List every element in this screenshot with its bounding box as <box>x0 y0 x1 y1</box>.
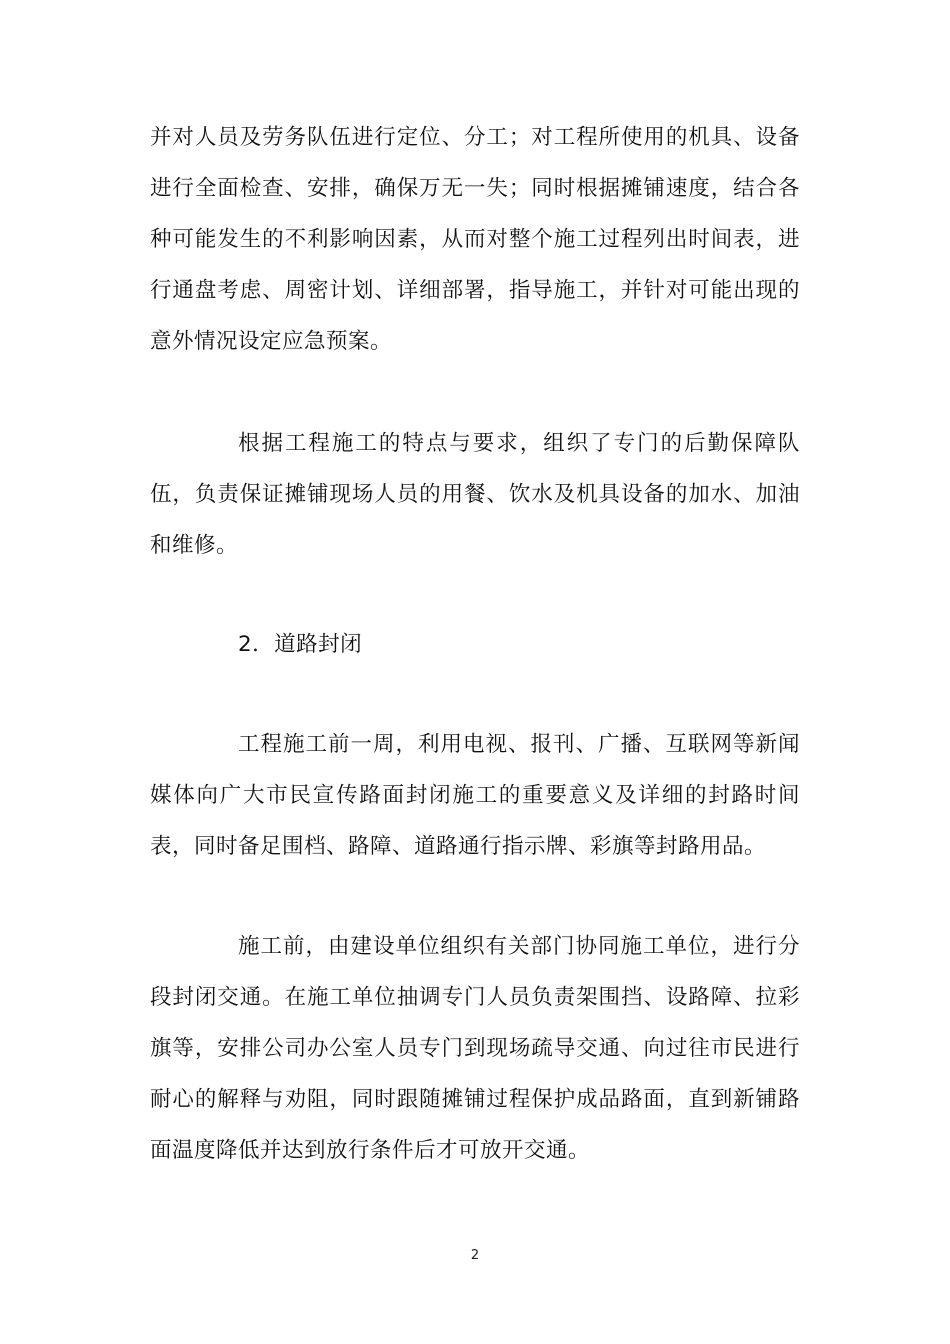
paragraph-publicity: 工程施工前一周，利用电视、报刊、广播、互联网等新闻媒体向广大市民宣传路面封闭施工的重要意义及详细的封路时间表，同时备足围档、路障、道路通行指示牌、彩旗等封路用品。 <box>150 732 800 859</box>
paragraph-logistics: 根据工程施工的特点与要求，组织了专门的后勤保障队伍，负责保证摊铺现场人员的用餐、饮水及机具设备的加水、加油和维修。 <box>150 431 800 558</box>
page-number: 2 <box>470 1248 480 1263</box>
paragraph-continuation: 并对人员及劳务队伍进行定位、分工；对工程所使用的机具、设备进行全面检查、安排，确保万无一失；同时根据摊铺速度，结合各种可能发生的不利影响因素，从而对整个施工过程列出时间表，进行通盘考虑、周密计划、详细部署，指导施工，并针对可能出现的意外情况设定应急预案。 <box>150 125 800 354</box>
paragraph-traffic-closure: 施工前，由建设单位组织有关部门协同施工单位，进行分段封闭交通。在施工单位抽调专门人员负责架围挡、设路障、拉彩旗等，安排公司办公室人员专门到现场疏导交通、向过往市民进行耐心的解释与劝阻，同时跟随摊铺过程保护成品路面，直到新铺路面温度降低并达到放行条件后才可放开交通。 <box>150 934 800 1163</box>
section-heading: 2．道路封闭 <box>238 632 363 657</box>
